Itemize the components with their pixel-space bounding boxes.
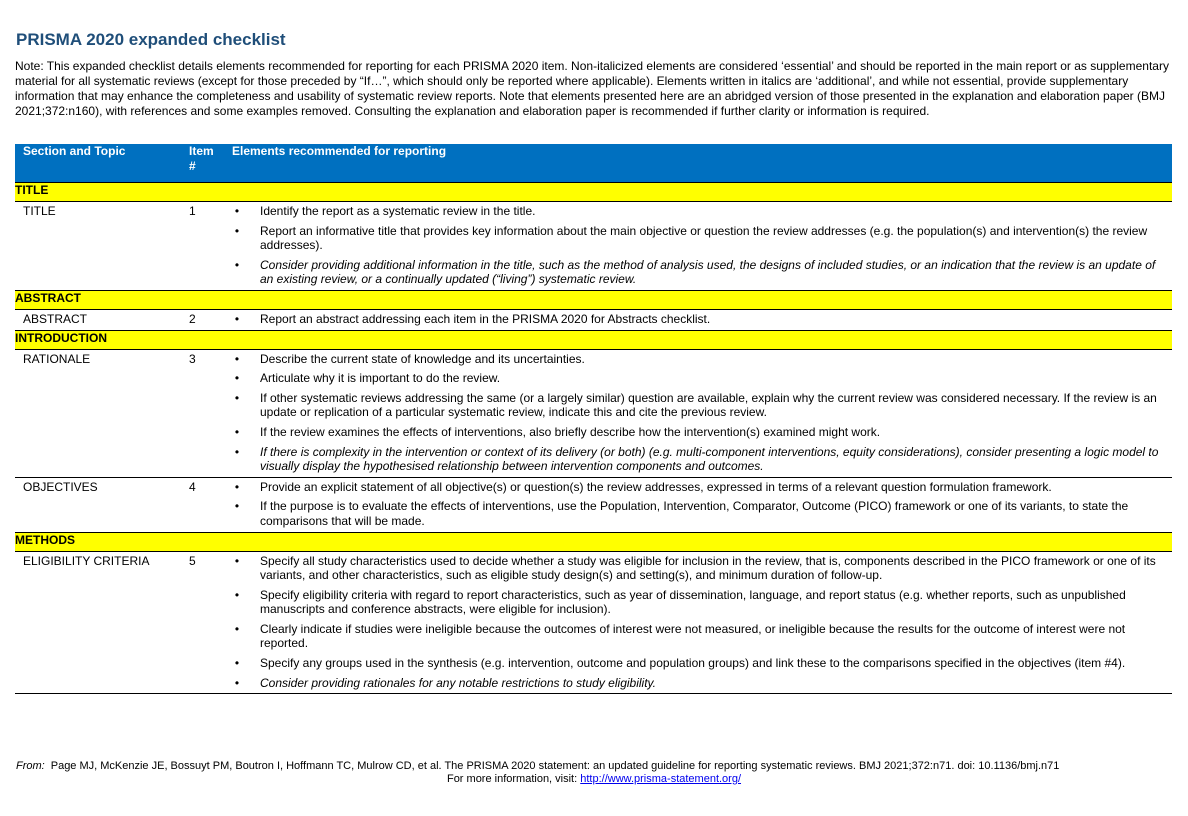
- bullet-icon: •: [234, 351, 240, 366]
- bullet-icon: •: [234, 553, 240, 568]
- elements-list: [232, 202, 1172, 290]
- elements-list: [232, 310, 1172, 330]
- elements-list: [232, 350, 1172, 477]
- element-text: Specify eligibility criteria with regard to report characteristics, such as year of dissemination, language, and report status (e.g. whether reports, such as unpublished manuscripts and conference abstracts, were eligible for inclusion).: [260, 587, 1126, 617]
- bullet-icon: •: [234, 311, 240, 326]
- list-item: [232, 588, 1172, 617]
- bullet-icon: •: [234, 257, 240, 272]
- list-item: [232, 391, 1172, 420]
- table-row: [15, 551, 1172, 694]
- list-item: [232, 224, 1172, 253]
- list-item: [232, 312, 1172, 327]
- header-section-topic: Section and Topic: [15, 144, 189, 183]
- element-text: Clearly indicate if studies were ineligible because the outcomes of interest were not measured, or ineligible because the results for the outcome of interest were not reported.: [260, 621, 1126, 651]
- element-text: Provide an explicit statement of all objective(s) or question(s) the review addresses, expressed in terms of a relevant question formulation framework.: [260, 479, 1052, 494]
- table-row: [15, 309, 1172, 330]
- elements-cell: [232, 349, 1172, 477]
- topic-cell: ABSTRACT: [15, 309, 189, 330]
- section-heading: TITLE: [15, 183, 1172, 202]
- bullet-icon: •: [234, 444, 240, 459]
- bullet-icon: •: [234, 587, 240, 602]
- bullet-icon: •: [234, 479, 240, 494]
- element-text: If other systematic reviews addressing the same (or a largely similar) question are available, explain why the current review was considered necessary. If the review is an update or replication of a particular systematic review, indicate this and cite the previous review.: [260, 390, 1157, 420]
- item-number-cell: 5: [189, 551, 232, 694]
- element-text: Articulate why it is important to do the review.: [260, 371, 501, 386]
- table-header-row: [15, 144, 1172, 183]
- element-text: If the review examines the effects of interventions, also briefly describe how the intervention(s) examined might work.: [260, 424, 881, 439]
- more-info-line: [0, 773, 1188, 785]
- section-row-introduction: [15, 330, 1172, 349]
- list-item: [232, 622, 1172, 651]
- intro-note: Note: This expanded checklist details elements recommended for reporting for each PRISMA 2020 item. Non-italicized elements are considered ‘essential’ and should be reported in the main report or as supplementary material for all systematic reviews (except for those preceded by “If…”, which should only be reported where applicable). Elements written in italics are ‘additional’, and while not essential, provide supplementary information that may enhance the completeness and usability of systematic review reports. Note that elements presented here are an abridged version of those presented in the explanation and elaboration paper (BMJ 2021;372:n160), with references and some examples removed. Consulting the explanation and elaboration paper is recommended if further clarity or information is required.: [15, 59, 1169, 118]
- item-number-cell: 1: [189, 202, 232, 291]
- element-text: Specify all study characteristics used to decide whether a study was eligible for inclusion in the review, that is, components described in the PICO framework or one of its variants, and other characteristics, such as eligible study design(s) and setting(s), and minimum duration of follow-up.: [260, 553, 1156, 583]
- element-text: Consider providing rationales for any notable restrictions to study eligibility.: [260, 675, 656, 690]
- checklist-table: [15, 144, 1172, 694]
- page-title: PRISMA 2020 expanded checklist: [16, 30, 286, 49]
- bullet-icon: •: [234, 675, 240, 690]
- element-text: Specify any groups used in the synthesis (e.g. intervention, outcome and population groups) and link these to the comparisons specified in the objectives (item #4).: [260, 656, 1126, 671]
- list-item: [232, 499, 1172, 528]
- elements-cell: [232, 309, 1172, 330]
- bullet-icon: •: [234, 371, 240, 386]
- bullet-icon: •: [234, 390, 240, 405]
- list-item: [232, 425, 1172, 440]
- element-text: If there is complexity in the intervention or context of its delivery (or both) (e.g. multi-component interventions, equity considerations), consider presenting a logic model to visually display the hypothesised relationship between intervention components and outcomes.: [260, 444, 1159, 474]
- elements-cell: [232, 202, 1172, 291]
- bullet-icon: •: [234, 204, 240, 218]
- list-item: [232, 445, 1172, 474]
- bullet-icon: •: [234, 499, 240, 514]
- header-elements: Elements recommended for reporting: [232, 144, 1172, 183]
- topic-cell: OBJECTIVES: [15, 477, 189, 532]
- section-row-methods: [15, 532, 1172, 551]
- table-row: [15, 349, 1172, 477]
- list-item: [232, 371, 1172, 386]
- list-item: [232, 352, 1172, 367]
- list-item: [232, 656, 1172, 671]
- elements-cell: [232, 551, 1172, 694]
- section-heading: ABSTRACT: [15, 290, 1172, 309]
- citation-text: Page MJ, McKenzie JE, Bossuyt PM, Boutron I, Hoffmann TC, Mulrow CD, et al. The PRISMA 2020 statement: an updated guideline for reporting systematic reviews. BMJ 2021;372:n71. doi: 10.1136/bmj.n71: [50, 760, 1060, 772]
- more-info-text: For more information, visit:: [446, 773, 578, 785]
- section-heading: INTRODUCTION: [15, 330, 1172, 349]
- table-row: [15, 477, 1172, 532]
- element-text: Consider providing additional information in the title, such as the method of analysis used, the designs of included studies, or an indication that the review is an update of an existing review, or a continually updated (“living”) systematic review.: [260, 257, 1156, 287]
- table-row: [15, 202, 1172, 291]
- item-number-cell: 3: [189, 349, 232, 477]
- bullet-icon: •: [234, 656, 240, 671]
- list-item: [232, 554, 1172, 583]
- element-text: Describe the current state of knowledge and its uncertainties.: [260, 351, 585, 366]
- elements-list: [232, 478, 1172, 532]
- element-text: If the purpose is to evaluate the effects of interventions, use the Population, Intervention, Comparator, Outcome (PICO) framework or one of its variants, to state the comparisons that will be made.: [260, 499, 1129, 528]
- header-item-number: [189, 144, 232, 183]
- list-item: [232, 676, 1172, 691]
- source-citation: [16, 759, 1176, 773]
- elements-list: [232, 552, 1172, 694]
- bullet-icon: •: [234, 621, 240, 636]
- section-row-title: [15, 183, 1172, 202]
- checklist-body: [15, 183, 1172, 694]
- header-item-label: Item #: [189, 144, 214, 173]
- elements-cell: [232, 477, 1172, 532]
- item-number-cell: 4: [189, 477, 232, 532]
- item-number-cell: 2: [189, 309, 232, 330]
- list-item: [232, 480, 1172, 495]
- element-text: Report an abstract addressing each item in the PRISMA 2020 for Abstracts checklist.: [260, 311, 711, 326]
- prisma-website-link[interactable]: http://www.prisma-statement.org/: [580, 773, 742, 785]
- section-row-abstract: [15, 290, 1172, 309]
- bullet-icon: •: [234, 424, 240, 439]
- from-label: From:: [16, 760, 45, 772]
- bullet-icon: •: [234, 223, 240, 238]
- topic-cell: ELIGIBILITY CRITERIA: [15, 551, 189, 694]
- topic-cell: RATIONALE: [15, 349, 189, 477]
- element-text: Identify the report as a systematic review in the title.: [260, 204, 536, 218]
- section-heading: METHODS: [15, 532, 1172, 551]
- list-item: [232, 258, 1172, 287]
- element-text: Report an informative title that provides key information about the main objective or question the review addresses (e.g. the population(s) and intervention(s) the review addresses).: [260, 223, 1148, 253]
- topic-cell: TITLE: [15, 202, 189, 291]
- list-item: [232, 204, 1172, 219]
